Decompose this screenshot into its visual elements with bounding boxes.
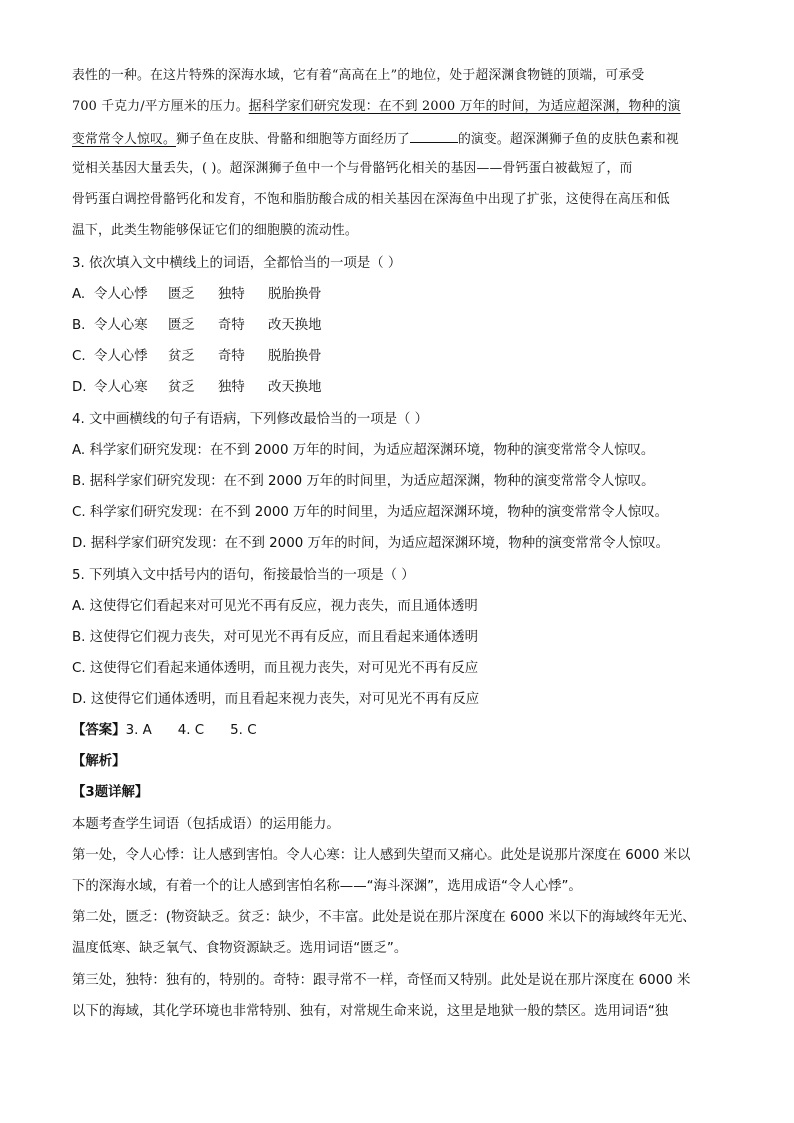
detail-label: 【3题详解】 xyxy=(72,785,149,800)
passage-line-2 xyxy=(72,97,681,117)
q3-option-a xyxy=(72,285,322,305)
option-word-3: 奇特 xyxy=(218,318,245,333)
option-word-4: 脱胎换骨 xyxy=(268,287,322,302)
underlined-sentence-part-2: 变常常令人惊叹。 xyxy=(72,132,176,147)
option-word-4: 脱胎换骨 xyxy=(268,349,322,364)
option-word-1: 令人心悸 xyxy=(94,287,148,302)
option-word-2: 匮乏 xyxy=(168,318,195,333)
answer-3: 3. A xyxy=(125,723,152,738)
explanation-line-5: 温度低寒、缺乏氧气、食物资源缺乏。选用词语“匮乏”。 xyxy=(72,941,408,956)
option-word-1: 令人心寒 xyxy=(94,318,148,333)
option-word-3: 独特 xyxy=(218,380,245,395)
option-word-4: 改天换地 xyxy=(268,318,322,333)
option-word-2: 匮乏 xyxy=(168,287,195,302)
explanation-line-7: 以下的海域，其化学环境也非常特别、独有，对常规生命来说，这里是地狱一般的禁区。选用词语“独 xyxy=(72,1004,669,1019)
underlined-sentence-part-1: 据科学家们研究发现：在不到 2000 万年的时间，为适应超深渊，物种的演 xyxy=(248,99,681,114)
fill-blank xyxy=(410,128,458,143)
explanation-line-2: 第一处，令人心悸：让人感到害怕。令人心寒：让人感到失望而又痛心。此处是说那片深度在 6000 米以 xyxy=(72,848,691,863)
explanation-line-4: 第二处，匮乏：(物资缺乏。贫乏：缺少，不丰富。此处是说在那片深度在 6000 米以下的海域终年无光、 xyxy=(72,910,696,925)
q5-option-c: C. 这使得它们看起来通体透明，而且视力丧失，对可见光不再有反应 xyxy=(72,661,479,676)
q4-option-b: B. 据科学家们研究发现：在不到 2000 万年的时间里，为适应超深渊，物种的演变常常令人惊叹。 xyxy=(72,474,655,489)
option-letter: A. xyxy=(72,287,86,302)
option-word-3: 独特 xyxy=(218,287,245,302)
option-word-1: 令人心悸 xyxy=(94,349,148,364)
q4-option-c: C. 科学家们研究发现：在不到 2000 万年的时间里，为适应超深渊环境，物种的演变常常令人惊叹。 xyxy=(72,505,669,520)
passage-line-3-text-a: 狮子鱼在皮肤、骨骼和细胞等方面经历了 xyxy=(175,132,410,147)
option-letter: C. xyxy=(72,349,86,364)
option-letter: B. xyxy=(72,318,86,333)
question-4-stem: 4. 文中画横线的句子有语病，下列修改最恰当的一项是（ ） xyxy=(72,412,429,427)
option-word-2: 贫乏 xyxy=(168,349,195,364)
passage-line-4: 觉相关基因大量丢失，( )。超深渊狮子鱼中一个与骨骼钙化相关的基因——骨钙蛋白被截短了，而 xyxy=(72,161,633,176)
passage-line-6: 温下，此类生物能够保证它们的细胞膜的流动性。 xyxy=(72,223,358,238)
passage-line-5: 骨钙蛋白调控骨骼钙化和发育，不饱和脂肪酸合成的相关基因在深海鱼中出现了扩张，这使得在高压和低 xyxy=(72,192,670,207)
explanation-line-3: 下的深海水域，有着一个的让人感到害怕名称——“海斗深渊”，选用成语“令人心悸”。 xyxy=(72,879,582,894)
passage-line-2-text: 700 千克力/平方厘米的压力。 xyxy=(72,99,249,114)
question-5-stem: 5. 下列填入文中括号内的语句，衔接最恰当的一项是（ ） xyxy=(72,568,415,583)
q3-option-c xyxy=(72,347,322,367)
option-letter: D. xyxy=(72,380,87,395)
explanation-line-6: 第三处，独特：独有的，特别的。奇特：跟寻常不一样，奇怪而又特别。此处是说在那片深度在 6000 米 xyxy=(72,973,691,988)
q4-option-a: A. 科学家们研究发现：在不到 2000 万年的时间，为适应超深渊环境，物种的演变常常令人惊叹。 xyxy=(72,443,655,458)
q3-option-b xyxy=(72,316,322,336)
question-3-stem: 3. 依次填入文中横线上的词语，全都恰当的一项是（ ） xyxy=(72,256,402,271)
q5-option-a: A. 这使得它们看起来对可见光不再有反应，视力丧失，而且通体透明 xyxy=(72,599,478,614)
option-word-3: 奇特 xyxy=(218,349,245,364)
explanation-line-1: 本题考查学生词语（包括成语）的运用能力。 xyxy=(72,817,340,832)
passage-line-3 xyxy=(72,128,679,150)
answer-line xyxy=(72,721,257,741)
answer-4: 4. C xyxy=(177,723,205,738)
answer-label: 【答案】 xyxy=(72,723,126,738)
q5-option-d: D. 这使得它们通体透明，而且看起来视力丧失，对可见光不再有反应 xyxy=(72,692,480,707)
q4-option-d: D. 据科学家们研究发现：在不到 2000 万年的时间，为适应超深渊环境，物种的演变常常令人惊叹。 xyxy=(72,536,670,551)
analysis-label: 【解析】 xyxy=(72,754,126,769)
q5-option-b: B. 这使得它们视力丧失，对可见光不再有反应，而且看起来通体透明 xyxy=(72,630,479,645)
passage-line-3-text-b: 的演变。超深渊狮子鱼的皮肤色素和视 xyxy=(457,132,679,147)
option-word-2: 贫乏 xyxy=(168,380,195,395)
passage-line-1: 表性的一种。在这片特殊的深海水域，它有着“高高在上”的地位，处于超深渊食物链的顶端，可承受 xyxy=(72,68,645,83)
q3-option-d xyxy=(72,378,322,398)
answer-5: 5. C xyxy=(230,723,257,738)
option-word-4: 改天换地 xyxy=(268,380,322,395)
option-word-1: 令人心寒 xyxy=(94,380,148,395)
